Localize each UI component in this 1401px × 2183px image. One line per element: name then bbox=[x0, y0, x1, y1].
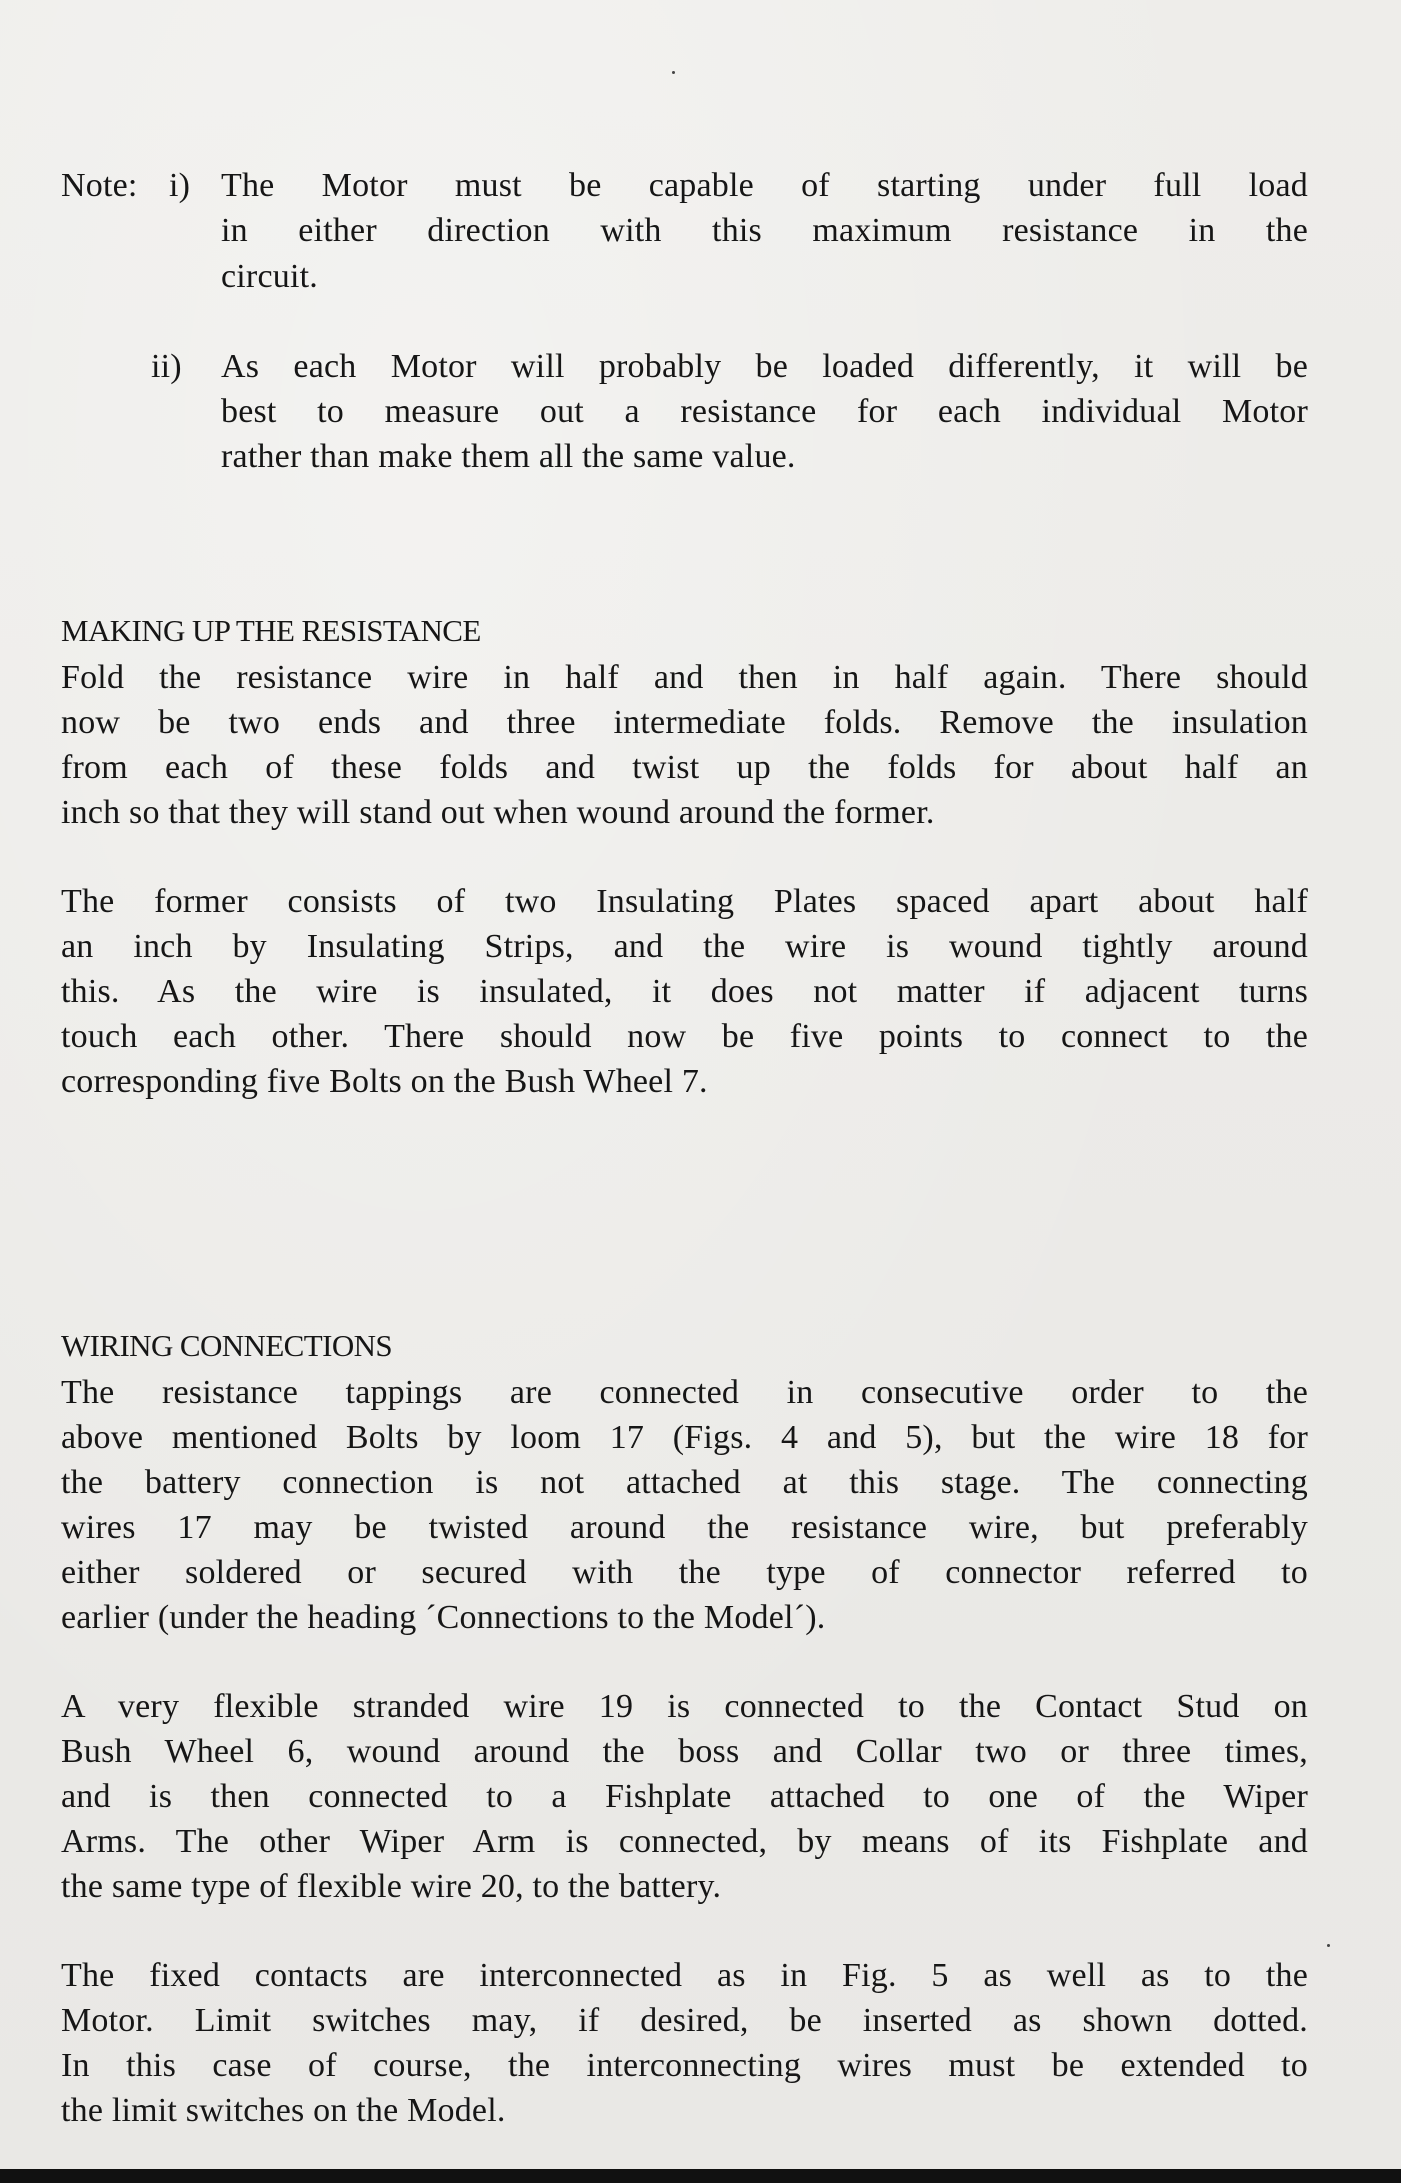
paragraph-line: Bush Wheel 6, wound around the boss and Collar two or three times, bbox=[61, 1733, 1308, 1770]
paragraph-line: earlier (under the heading ´Connections to the Model´). bbox=[61, 1599, 826, 1636]
paragraph-line: the battery connection is not attached at this stage. The connecting bbox=[61, 1464, 1308, 1501]
paragraph-line: Arms. The other Wiper Arm is connected, by means of its Fishplate and bbox=[61, 1823, 1308, 1860]
paragraph-line: A very flexible stranded wire 19 is connected to the Contact Stud on bbox=[61, 1688, 1308, 1725]
paragraph-line: this. As the wire is insulated, it does not matter if adjacent turns bbox=[61, 973, 1308, 1010]
paragraph-line: Fold the resistance wire in half and then in half again. There should bbox=[61, 659, 1308, 696]
paragraph-line: wires 17 may be twisted around the resistance wire, but preferably bbox=[61, 1509, 1308, 1546]
note-item-line: in either direction with this maximum resistance in the bbox=[221, 212, 1308, 249]
paragraph-line: the limit switches on the Model. bbox=[61, 2092, 506, 2129]
note-item-line: circuit. bbox=[221, 258, 318, 295]
paragraph-line: The fixed contacts are interconnected as in Fig. 5 as well as to the bbox=[61, 1957, 1308, 1994]
paragraph-line: either soldered or secured with the type of connector referred to bbox=[61, 1554, 1308, 1591]
paragraph-line: corresponding five Bolts on the Bush Wheel 7. bbox=[61, 1063, 708, 1100]
paragraph-line: an inch by Insulating Strips, and the wire is wound tightly around bbox=[61, 928, 1308, 965]
scan-speck bbox=[1327, 1944, 1330, 1947]
note-item-marker: ii) bbox=[151, 348, 182, 385]
paragraph-line: Motor. Limit switches may, if desired, be inserted as shown dotted. bbox=[61, 2002, 1308, 2039]
paragraph-line: now be two ends and three intermediate folds. Remove the insulation bbox=[61, 704, 1308, 741]
note-item-line: rather than make them all the same value. bbox=[221, 438, 796, 475]
section-heading: MAKING UP THE RESISTANCE bbox=[61, 613, 481, 648]
paragraph-line: inch so that they will stand out when wound around the former. bbox=[61, 794, 935, 831]
paragraph-line: the same type of flexible wire 20, to the battery. bbox=[61, 1868, 722, 1905]
scan-bottom-edge bbox=[0, 2169, 1401, 2183]
paragraph-line: above mentioned Bolts by loom 17 (Figs. 4 and 5), but the wire 18 for bbox=[61, 1419, 1308, 1456]
section-heading: WIRING CONNECTIONS bbox=[61, 1328, 393, 1363]
paragraph-line: and is then connected to a Fishplate attached to one of the Wiper bbox=[61, 1778, 1308, 1815]
paragraph-line: In this case of course, the interconnecting wires must be extended to bbox=[61, 2047, 1308, 2084]
note-label: Note: bbox=[61, 167, 138, 204]
scan-speck bbox=[672, 71, 675, 74]
note-item-line: The Motor must be capable of starting under full load bbox=[221, 167, 1308, 204]
note-item-marker: i) bbox=[169, 167, 191, 204]
paragraph-line: The former consists of two Insulating Plates spaced apart about half bbox=[61, 883, 1308, 920]
paragraph-line: touch each other. There should now be five points to connect to the bbox=[61, 1018, 1308, 1055]
note-item-line: As each Motor will probably be loaded differently, it will be bbox=[221, 348, 1308, 385]
paragraph-line: The resistance tappings are connected in consecutive order to the bbox=[61, 1374, 1308, 1411]
note-item-line: best to measure out a resistance for each individual Motor bbox=[221, 393, 1308, 430]
paragraph-line: from each of these folds and twist up the folds for about half an bbox=[61, 749, 1308, 786]
